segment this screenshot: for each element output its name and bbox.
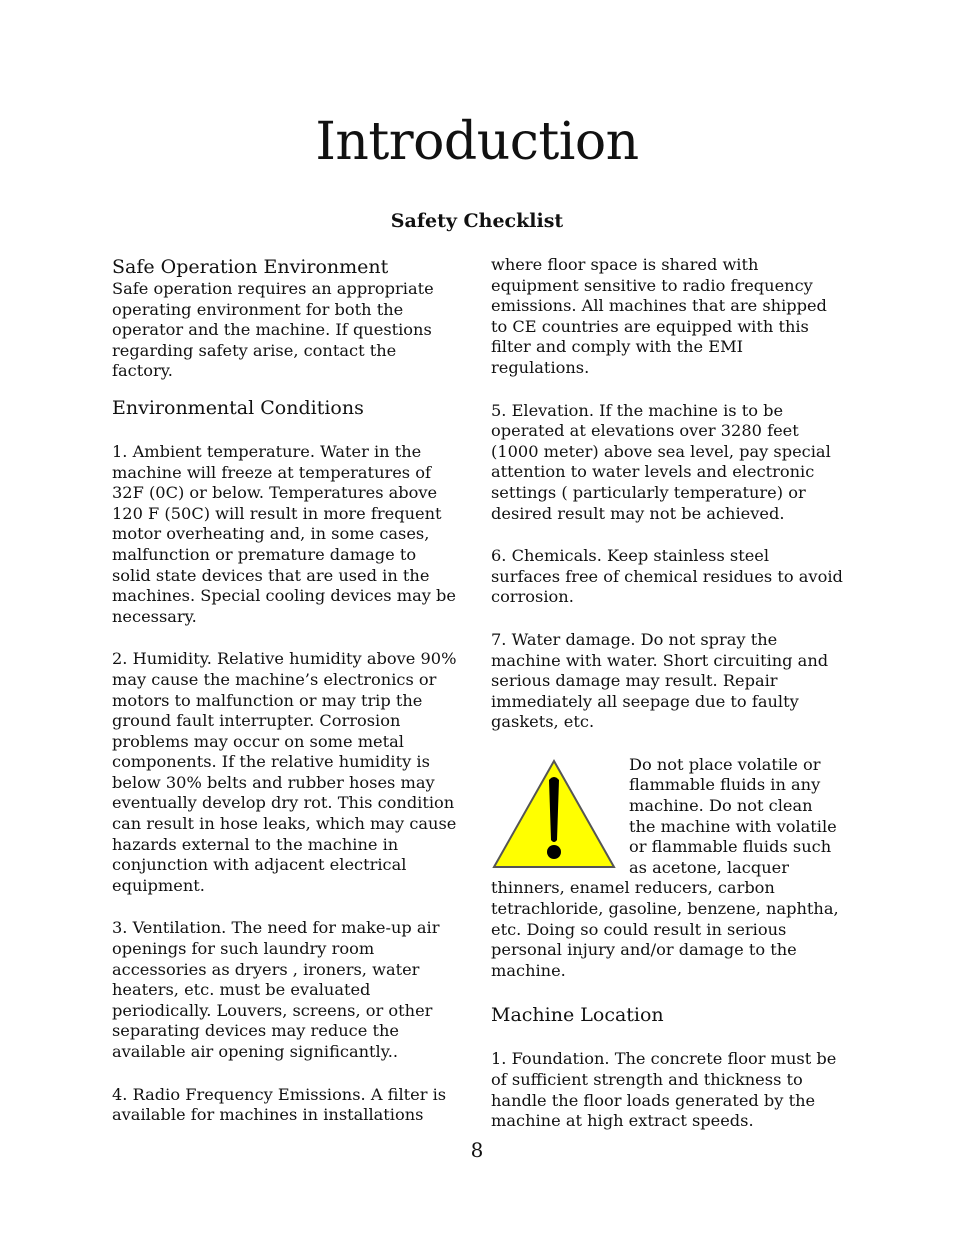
safe-operation-paragraph: Safe operation requires an appropriate operating environment for both the operator and the machine. If questions regarding safety arise, contact the factory. bbox=[112, 279, 434, 381]
ventilation-paragraph: 3. Ventilation. The need for make-up air openings for such laundry room accessories as dryers , ironers, water heaters, etc. must be evaluated periodically. Louvers, screens, or other separating devices may reduce the available air opening significantly.. bbox=[112, 918, 440, 1061]
page-number: 8 bbox=[470, 1138, 484, 1162]
safe-operation-heading: Safe Operation Environment bbox=[112, 256, 389, 278]
humidity-paragraph: 2. Humidity. Relative humidity above 90% may cause the machine’s electronics or motors to malfunction or may trip the ground fault interrupter. Corrosion problems may occur on some metal components. If the relative humidity is below 30% belts and rubber hoses may eventually develop dry rot. This condition can result in hose leaks, which may cause hazards external to the machine in conjunction with adjacent electrical equipment. bbox=[112, 649, 457, 895]
radio-frequency-continued-paragraph: where floor space is shared with equipment sensitive to radio frequency emissions. All machines that are shipped to CE countries are equipped with this filter and comply with the EMI regulations. bbox=[491, 255, 827, 377]
machine-location-heading: Machine Location bbox=[491, 1004, 664, 1027]
exclamation-dot bbox=[547, 845, 561, 859]
section-subtitle: Safety Checklist bbox=[390, 210, 564, 232]
right-column bbox=[491, 255, 843, 1132]
warning-paragraph: Do not place volatile or flammable fluids in any machine. Do not clean the machine with volatile or flammable fluids such as acetone, lacquer thinners, enamel reducers, carbon tetrachloride, gasoline, benzene, naphtha, etc. Doing so could result in serious personal injury and/or damage to the machine. bbox=[491, 754, 839, 980]
water-damage-paragraph: 7. Water damage. Do not spray the machine with water. Short circuiting and serious damage may result. Repair immediately all seepage due to faulty gaskets, etc. bbox=[491, 629, 829, 732]
left-column bbox=[112, 255, 458, 1126]
environmental-conditions-heading: Environmental Conditions bbox=[112, 396, 364, 419]
chemicals-paragraph: 6. Chemicals. Keep stainless steel surfaces free of chemical residues to avoid corrosion. bbox=[491, 546, 843, 607]
foundation-paragraph: 1. Foundation. The concrete floor must be of sufficient strength and thickness to handle the floor loads generated by the machine at high extract speeds. bbox=[491, 1049, 837, 1131]
page-title: Introduction bbox=[315, 112, 639, 172]
radio-frequency-paragraph: 4. Radio Frequency Emissions. A filter is available for machines in installations bbox=[112, 1084, 447, 1125]
ambient-temperature-paragraph: 1. Ambient temperature. Water in the machine will freeze at temperatures of 32F (0C) or below. Temperatures above 120 F (50C) will result in more frequent motor overheating and, in some cases, malfunction or premature damage to solid state devices that are used in the machines. Special cooling devices may be necessary. bbox=[112, 441, 456, 626]
elevation-paragraph: 5. Elevation. If the machine is to be operated at elevations over 3280 feet (1000 meter) above sea level, pay special attention to water levels and electronic settings ( particularly temperature) or desired result may not be achieved. bbox=[491, 400, 831, 523]
warning-block bbox=[491, 755, 843, 982]
warning-triangle-icon bbox=[491, 758, 617, 870]
